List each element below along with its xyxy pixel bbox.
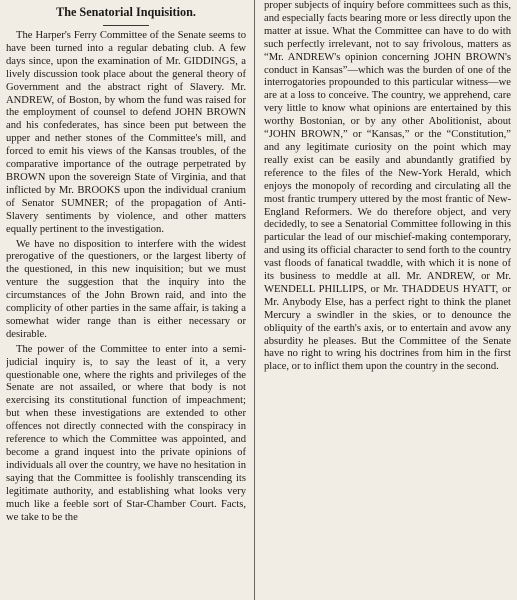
- right-column: [264, 0, 511, 600]
- column-divider: [254, 0, 255, 600]
- paragraph: We have no disposition to interfere with the widest prerogative of the questioners, or the largest liberty of the questioned, in this new inquisition; but we must venture the suggestion that the inquiry into the circumstances of the John Brown raid, and into the complicity of other parties in the same affair, is taking a somewhat wider range than is either necessary or desirable.: [6, 238, 246, 340]
- paragraph: The power of the Committee to enter into a semi-judicial inquiry is, to say the least of it, a very questionable one, where the rights and privileges of the Senate are not assailed, or where that body is not exercising its constitutional function of impeachment; but when these investigations are extended to other offences not directly connected with the conspiracy in reference to which the Committee was appointed, and become a grand inquest into the private opinions of individuals all over the country, we have no hesitation in saying that the Committee is foolishly transcending its legitimate authority, and establishing what looks very much like a feeble sort of Star-Chamber Court. Facts, we take to be the: [6, 343, 246, 523]
- paragraph-continued: proper subjects of inquiry before committees such as this, and especially facts bearing more or less directly upon the matter at issue. What the Committee can have to do with such perfectly irrelevant, not to say frivolous, matters as “Mr. ANDREW's opinion concerning JOHN BROWN's conduct in Kansas”—which was the burden of one of the interrogatories propounded to this particular witness—we are at a loss to conceive. The country, we apprehend, care very little to know what opinions are entertained by this worthy Bostonian, or by any other Abolitionist, about “JOHN BROWN,” or “Kansas,” or the “Constitution,” and any legitimate curiosity on the point which may really exist can be easily and abundantly gratified by reference to the files of the New-York Herald, which enjoys the monopoly of recording and circulating all the most frantic trumpery uttered by the most frantic of New-England Reformers. We do therefore object, and very decidedly, to see a Senatorial Committee following in this particular the lead of our mischief-making contemporary, and using its official character to send forth to the country vast floods of fanatical twaddle, with which it is none of its business to meddle at all. Mr. ANDREW, or Mr. WENDELL PHILLIPS, or Mr. THADDEUS HYATT, or Mr. Anybody Else, has a perfect right to think the planet Mercury a swindler in the skies, or to denounce the obliquity of the earth's axis, or to entertain and avow any absurdity he pleases. But the Committee of the Senate have no right to wring his doctrines from him in the first place, or to inflict them upon the country in the second.: [264, 0, 511, 373]
- article-title: The Senatorial Inquisition.: [56, 5, 196, 19]
- left-column: [6, 0, 246, 600]
- title-rule: [103, 25, 149, 26]
- paragraph: The Harper's Ferry Committee of the Senate seems to have been turned into a regular debating club. A few days since, upon the examination of Mr. GIDDINGS, a lively discussion took place about the general theory of Government and the abstract right of Slavery. Mr. ANDREW, of Boston, by whom the fund was raised for the employment of counsel to defend JOHN BROWN and his confederates, has since been put between the upper and nether stones of the Committee's mill, and forced to emit his views of the Kansas troubles, of the comparative importance of the outrage perpetrated by BROWN upon the sovereign State of Virginia, and that inflicted by Mr. BROOKS upon the individual cranium of Senator SUMNER; of the propagation of Anti-Slavery sentiments by violence, and other matters equally pertinent to the investigation.: [6, 30, 246, 235]
